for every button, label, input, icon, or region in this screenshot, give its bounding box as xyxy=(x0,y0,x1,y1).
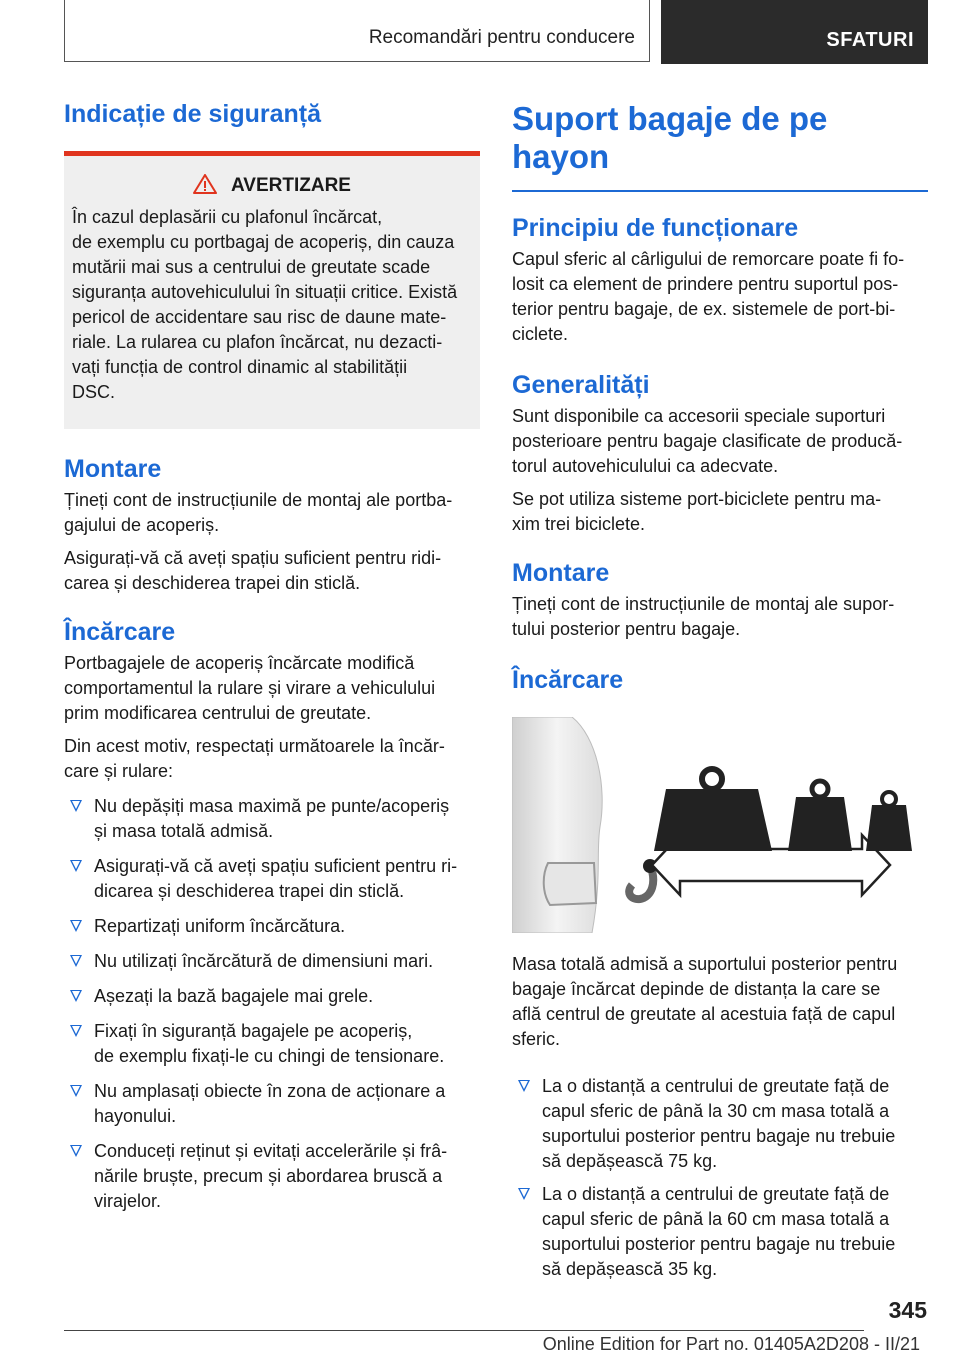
left-column xyxy=(64,100,480,1214)
list-item: Asigurați-vă că aveți spațiu suficient pentru ri- dicarea și deschiderea trapei din sticlă. xyxy=(64,854,480,904)
footer-edition: Online Edition for Part no. 01405A2D208 - II/21 xyxy=(542,1334,920,1354)
bullet-triangle-icon xyxy=(518,1188,530,1200)
right-loading-heading: Încărcare xyxy=(512,666,624,694)
bullet-triangle-icon xyxy=(70,1145,82,1157)
weight-medium-icon xyxy=(788,781,852,851)
principle-heading: Principiu de funcționare xyxy=(512,214,799,242)
header-tab-label: SFATURI xyxy=(826,29,914,51)
page-number: 345 xyxy=(888,1297,927,1323)
load-limits-list xyxy=(512,1074,928,1282)
loading-heading: Încărcare xyxy=(64,618,176,646)
bullet-triangle-icon xyxy=(70,955,82,967)
bullet-triangle-icon xyxy=(518,1080,530,1092)
list-item: Fixați în siguranță bagajele pe acoperiș, de exemplu fixați-le cu chingi de tensionare. xyxy=(64,1019,480,1069)
principle-paragraph: Capul sferic al cârligului de remorcare poate fi fo- losit ca element de prindere pentru suportul pos- terior pentru bagaje, de ex. sistemele de port-bi- ciclete. xyxy=(512,249,905,344)
page-header xyxy=(64,0,928,64)
right-mounting-paragraph: Țineți cont de instrucțiunile de montaj ale supor- tului posterior pentru bagaje. xyxy=(512,594,895,639)
header-section-title: Recomandări pentru conducere xyxy=(368,27,635,48)
general-paragraph-1: Sunt disponibile ca accesorii speciale suporturi posterioare pentru bagaje clasificate de producă- torul autovehiculului ca adecvate. xyxy=(512,406,903,476)
bullet-triangle-icon xyxy=(70,1025,82,1037)
list-item: Așezați la bază bagajele mai grele. xyxy=(64,984,480,1009)
header-section-box xyxy=(64,0,650,62)
list-item: Repartizați uniform încărcătura. xyxy=(64,914,480,939)
list-item: La o distanță a centrului de greutate față de capul sferic de până la 30 cm masa totală a suportului posterior pentru bagaje nu trebuie să depășească 75 kg. xyxy=(512,1074,928,1174)
bullet-triangle-icon xyxy=(70,1085,82,1097)
load-distance-illustration xyxy=(512,717,928,938)
warning-title xyxy=(72,174,472,197)
mounting-paragraph-2: Asigurați-vă că aveți spațiu suficient pentru ridi- carea și deschiderea trapei din sticlă. xyxy=(64,548,442,593)
right-mounting-heading: Montare xyxy=(512,559,610,587)
list-item: Conduceți reținut și evitați accelerările și frâ- nările bruște, precum și abordarea bruscă a virajelor. xyxy=(64,1139,480,1214)
right-column xyxy=(512,100,928,1282)
loading-rules-list xyxy=(64,794,480,1214)
bullet-triangle-icon xyxy=(70,800,82,812)
list-item: Nu amplasați obiecte în zona de acționare a hayonului. xyxy=(64,1079,480,1129)
warning-text: În cazul deplasării cu plafonul încărcat, de exemplu cu portbagaj de acoperiș, din cauza mutării mai sus a centrului de greutate scade siguranța autovehiculului în situații critice. Există pericol de accidentare sau risc de daune mate- riale. La rularea cu plafon încărcat, nu dezacti- vați funcția de control dinamic al stabilității DSC. xyxy=(72,207,458,402)
general-paragraph-2: Se pot utiliza sisteme port-biciclete pentru ma- xim trei biciclete. xyxy=(512,489,882,534)
exhaust-pipe xyxy=(544,863,596,905)
warning-triangle-icon xyxy=(193,174,217,194)
bullet-triangle-icon xyxy=(70,860,82,872)
header-tab[interactable] xyxy=(661,0,928,64)
general-heading: Generalități xyxy=(512,371,650,399)
safety-heading: Indicație de siguranță xyxy=(64,100,322,128)
weight-large-icon xyxy=(654,769,772,851)
warning-title-text: AVERTIZARE xyxy=(231,175,351,196)
list-item: La o distanță a centrului de greutate față de capul sferic de până la 60 cm masa totală a suportului posterior pentru bagaje nu trebuie să depășească 35 kg. xyxy=(512,1182,928,1282)
mounting-heading: Montare xyxy=(64,455,162,483)
weight-small-icon xyxy=(866,792,912,851)
main-heading: Suport bagaje de pe hayon xyxy=(512,100,828,175)
illustration-caption: Masa totală admisă a suportului posterior pentru bagaje încărcat depinde de distanța la care se află centrul de greutate al acestuia față de capul sferic. xyxy=(512,954,898,1049)
list-item: Nu depășiți masa maximă pe punte/acoperiș și masa totală admisă. xyxy=(64,794,480,844)
bullet-triangle-icon xyxy=(70,990,82,1002)
loading-paragraph-2: Din acest motiv, respectați următoarele la încăr- care și rulare: xyxy=(64,736,445,781)
loading-paragraph-1: Portbagajele de acoperiș încărcate modifică comportamentul la rulare și virare a vehiculului prim modificarea centrului de greutate. xyxy=(64,653,436,723)
warning-box xyxy=(64,156,480,429)
mounting-paragraph-1: Țineți cont de instrucțiunile de montaj ale portba- gajului de acoperiș. xyxy=(64,490,453,535)
bullet-triangle-icon xyxy=(70,920,82,932)
heading-rule xyxy=(512,190,928,192)
list-item: Nu utilizați încărcătură de dimensiuni mari. xyxy=(64,949,480,974)
footer-rule xyxy=(64,1330,864,1331)
